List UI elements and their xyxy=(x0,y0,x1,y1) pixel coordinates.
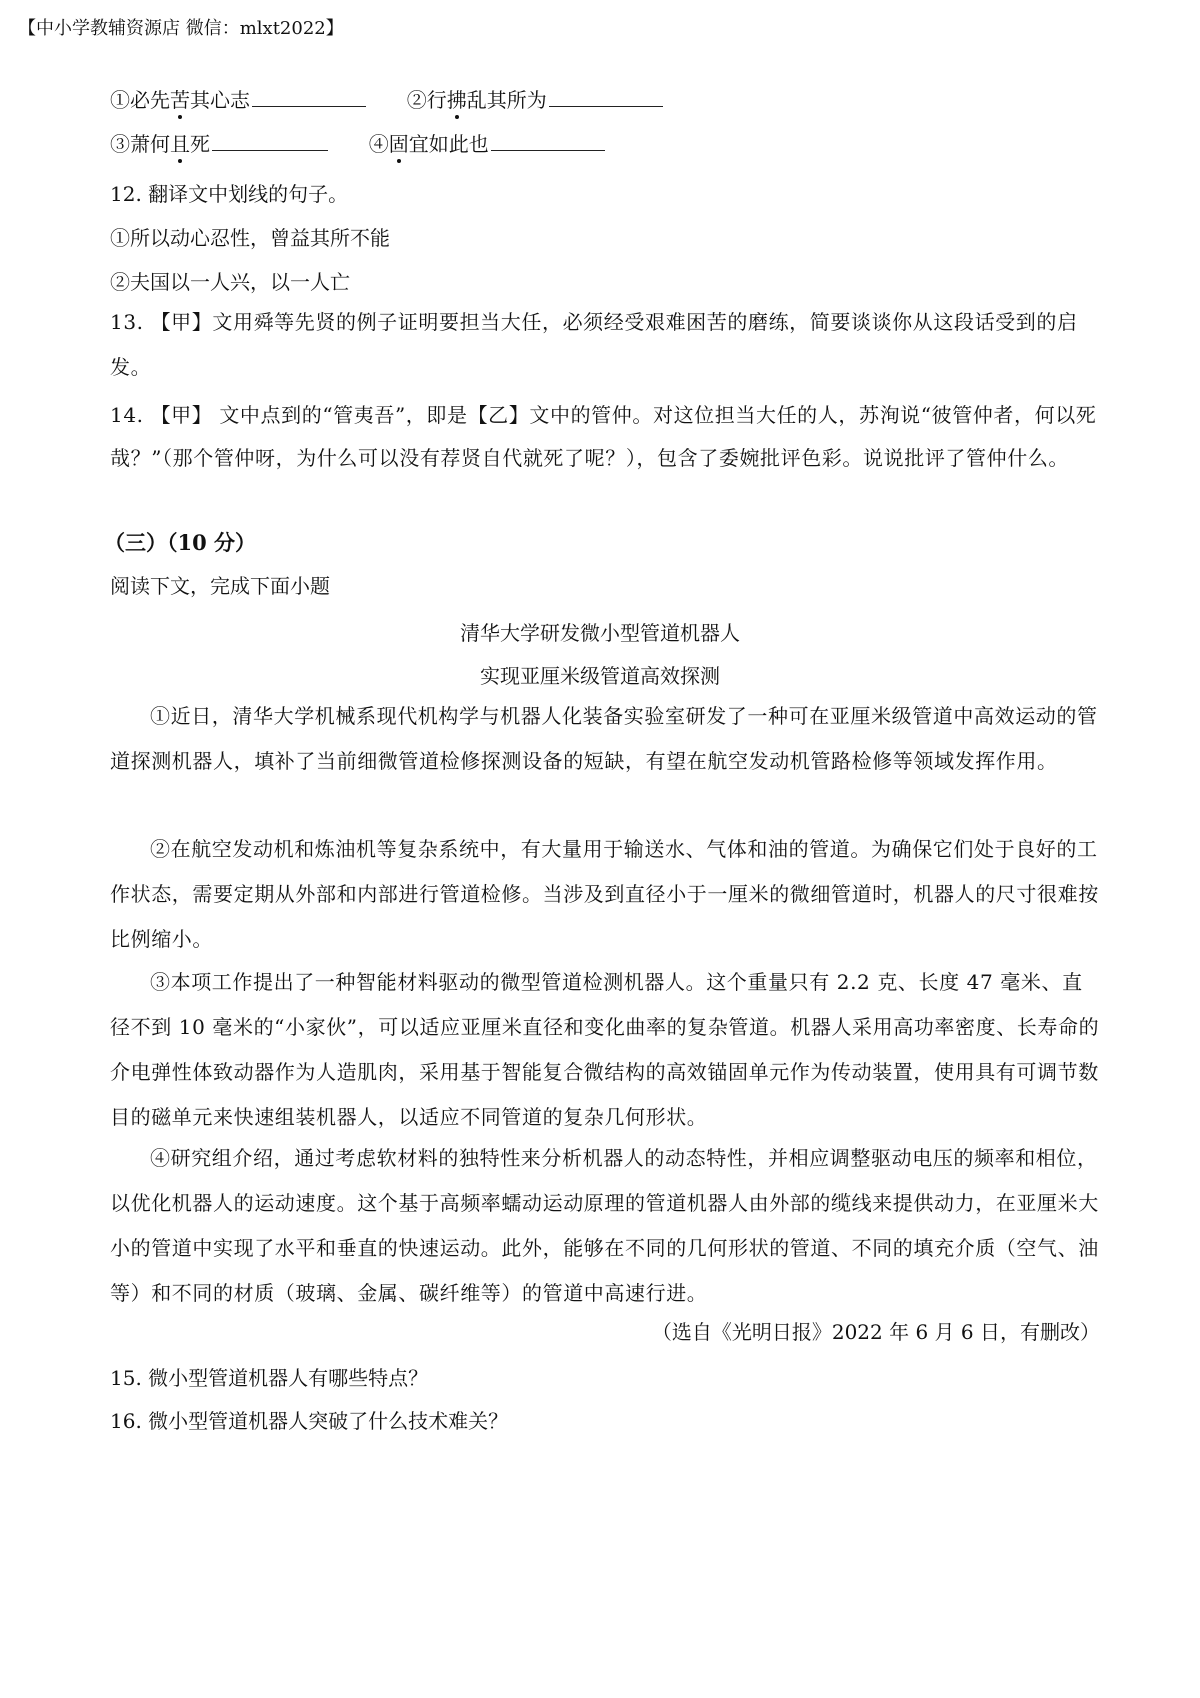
q11-row-2 xyxy=(110,130,605,158)
q11-item-4: ④固宜如此也 xyxy=(369,132,605,156)
article-paragraph-3: ③本项工作提出了一种智能材料驱动的微型管道检测机器人。这个重量只有 2.2 克、长度 47 毫米、直径不到 10 毫米的“小家伙”，可以适应亚厘米直径和变化曲率的复杂管道。机器人采用高功率密度、长寿命的介电弹性体致动器作为人造肌肉，采用基于智能复合微结构的高效锚固单元作为传动装置，使用具有可调节数目的磁单元来快速组装机器人，以适应不同管道的复杂几何形状。 xyxy=(110,970,1100,1129)
section-heading: （三）（10 分） xyxy=(104,530,257,555)
article-title: 清华大学研发微小型管道机器人 xyxy=(460,621,740,645)
q11-item-1: ①必先苦其心志 xyxy=(110,88,366,112)
q11-item-3: ③萧何且死 xyxy=(110,132,328,156)
emphasis-dot: 拂 xyxy=(446,88,467,112)
page-header: 【中小学教辅资源店 微信：mlxt2022】 xyxy=(18,18,344,39)
q12-sentence-2: ②夫国以一人兴，以一人亡 xyxy=(110,270,350,294)
article-subtitle: 实现亚厘米级管道高效探测 xyxy=(480,664,720,688)
article-paragraph-2: ②在航空发动机和炼油机等复杂系统中，有大量用于输送水、气体和油的管道。为确保它们处于良好的工作状态，需要定期从外部和内部进行管道检修。当涉及到直径小于一厘米的微细管道时，机器人的尺寸很难按比例缩小。 xyxy=(110,837,1099,951)
section-instruction: 阅读下文，完成下面小题 xyxy=(110,574,330,598)
emphasis-dot: 苦 xyxy=(170,88,190,112)
emphasis-dot: 固 xyxy=(388,132,409,156)
article-source: （选自《光明日报》2022 年 6 月 6 日，有删改） xyxy=(651,1320,1100,1344)
article-paragraph-4: ④研究组介绍，通过考虑软材料的独特性来分析机器人的动态特性，并相应调整驱动电压的频率和相位，以优化机器人的运动速度。这个基于高频率蠕动运动原理的管道机器人由外部的缆线来提供动力，在亚厘米大小的管道中实现了水平和垂直的快速运动。此外，能够在不同的几何形状的管道、不同的填充介质（空气、油等）和不同的材质（玻璃、金属、碳纤维等）的管道中高速行进。 xyxy=(110,1146,1099,1305)
emphasis-dot: 且 xyxy=(170,132,190,156)
q12-stem: 12. 翻译文中划线的句子。 xyxy=(110,182,349,206)
q14-text: 14. 【甲】 文中点到的“管夷吾”，即是【乙】文中的管仲。对这位担当大任的人，苏洵说“彼管仲者，何以死哉？”（那个管仲呀，为什么可以没有荐贤自代就死了呢？），包含了委婉批评色彩。说说批评了管仲什么。 xyxy=(110,403,1097,470)
q12-sentence-1: ①所以动心忍性，曾益其所不能 xyxy=(110,226,390,250)
q15-text: 15. 微小型管道机器人有哪些特点？ xyxy=(110,1366,429,1390)
answer-blank-3[interactable] xyxy=(212,130,328,151)
q11-item-2: ②行拂乱其所为 xyxy=(407,88,663,112)
article-paragraph-1: ①近日，清华大学机械系现代机构学与机器人化装备实验室研发了一种可在亚厘米级管道中高效运动的管道探测机器人，填补了当前细微管道检修探测设备的短缺，有望在航空发动机管路检修等领域发挥作用。 xyxy=(110,704,1098,773)
answer-blank-2[interactable] xyxy=(549,86,663,107)
answer-blank-4[interactable] xyxy=(491,130,605,151)
q11-row-1 xyxy=(110,86,663,114)
q16-text: 16. 微小型管道机器人突破了什么技术难关？ xyxy=(110,1409,509,1433)
q13-text: 13. 【甲】文用舜等先贤的例子证明要担当大任，必须经受艰难困苦的磨练，简要谈谈你从这段话受到的启发。 xyxy=(110,310,1078,379)
answer-blank-1[interactable] xyxy=(252,86,366,107)
